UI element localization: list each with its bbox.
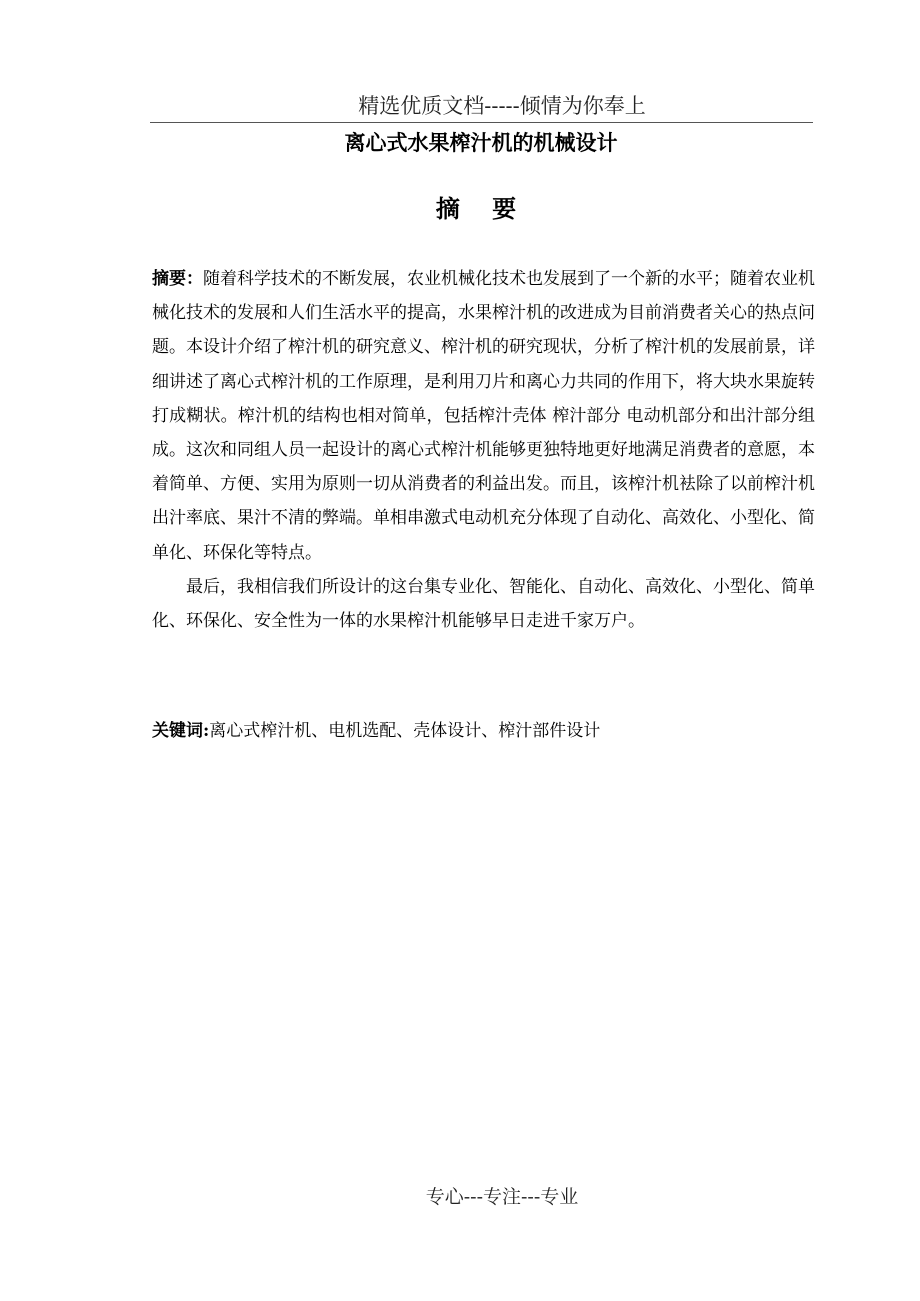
abstract-paragraph-1-text: 随着科学技术的不断发展，农业机械化技术也发展到了一个新的水平；随着农业机械化技术的发展和人们生活水平的提高，水果榨汁机的改进成为目前消费者关心的热点问题。本设计介绍了榨汁机的研究意义、榨汁机的研究现状，分析了榨汁机的发展前景，详细讲述了离心式榨汁机的工作原理，是利用刀片和离心力共同的作用下，将大块水果旋转打成糊状。榨汁机的结构也相对简单，包括榨汁壳体 榨汁部分 电动机部分和出汁部分组成。这次和同组人员一起设计的离心式榨汁机能够更独特地更好地满足消费者的意愿，本着简单、方便、实用为原则一切从消费者的利益出发。而且，该榨汁机袪除了以前榨汁机出汁率底、果汁不清的弊端。单相串激式电动机充分体现了自动化、高效化、小型化、简单化、环保化等特点。: [152, 269, 815, 563]
abstract-label: 摘要：: [152, 269, 203, 289]
keywords-label: 关键词:: [152, 721, 210, 741]
document-title: 离心式水果榨汁机的机械设计: [344, 131, 618, 155]
abstract-body: [152, 262, 815, 638]
keywords-text: 离心式榨汁机、电机选配、壳体设计、榨汁部件设计: [209, 721, 601, 741]
abstract-paragraph-2: 最后，我相信我们所设计的这台集专业化、智能化、自动化、高效化、小型化、简单化、环保化、安全性为一体的水果榨汁机能够早日走进千家万户。: [152, 576, 815, 632]
page-header-text: 精选优质文档-----倾情为你奉上: [358, 94, 646, 118]
abstract-paragraph-1: [152, 262, 815, 570]
abstract-heading: 摘 要: [435, 195, 529, 223]
page-footer-text: 专心---专注---专业: [425, 1186, 579, 1208]
header-divider: [150, 122, 813, 123]
keywords-line: [152, 716, 815, 746]
